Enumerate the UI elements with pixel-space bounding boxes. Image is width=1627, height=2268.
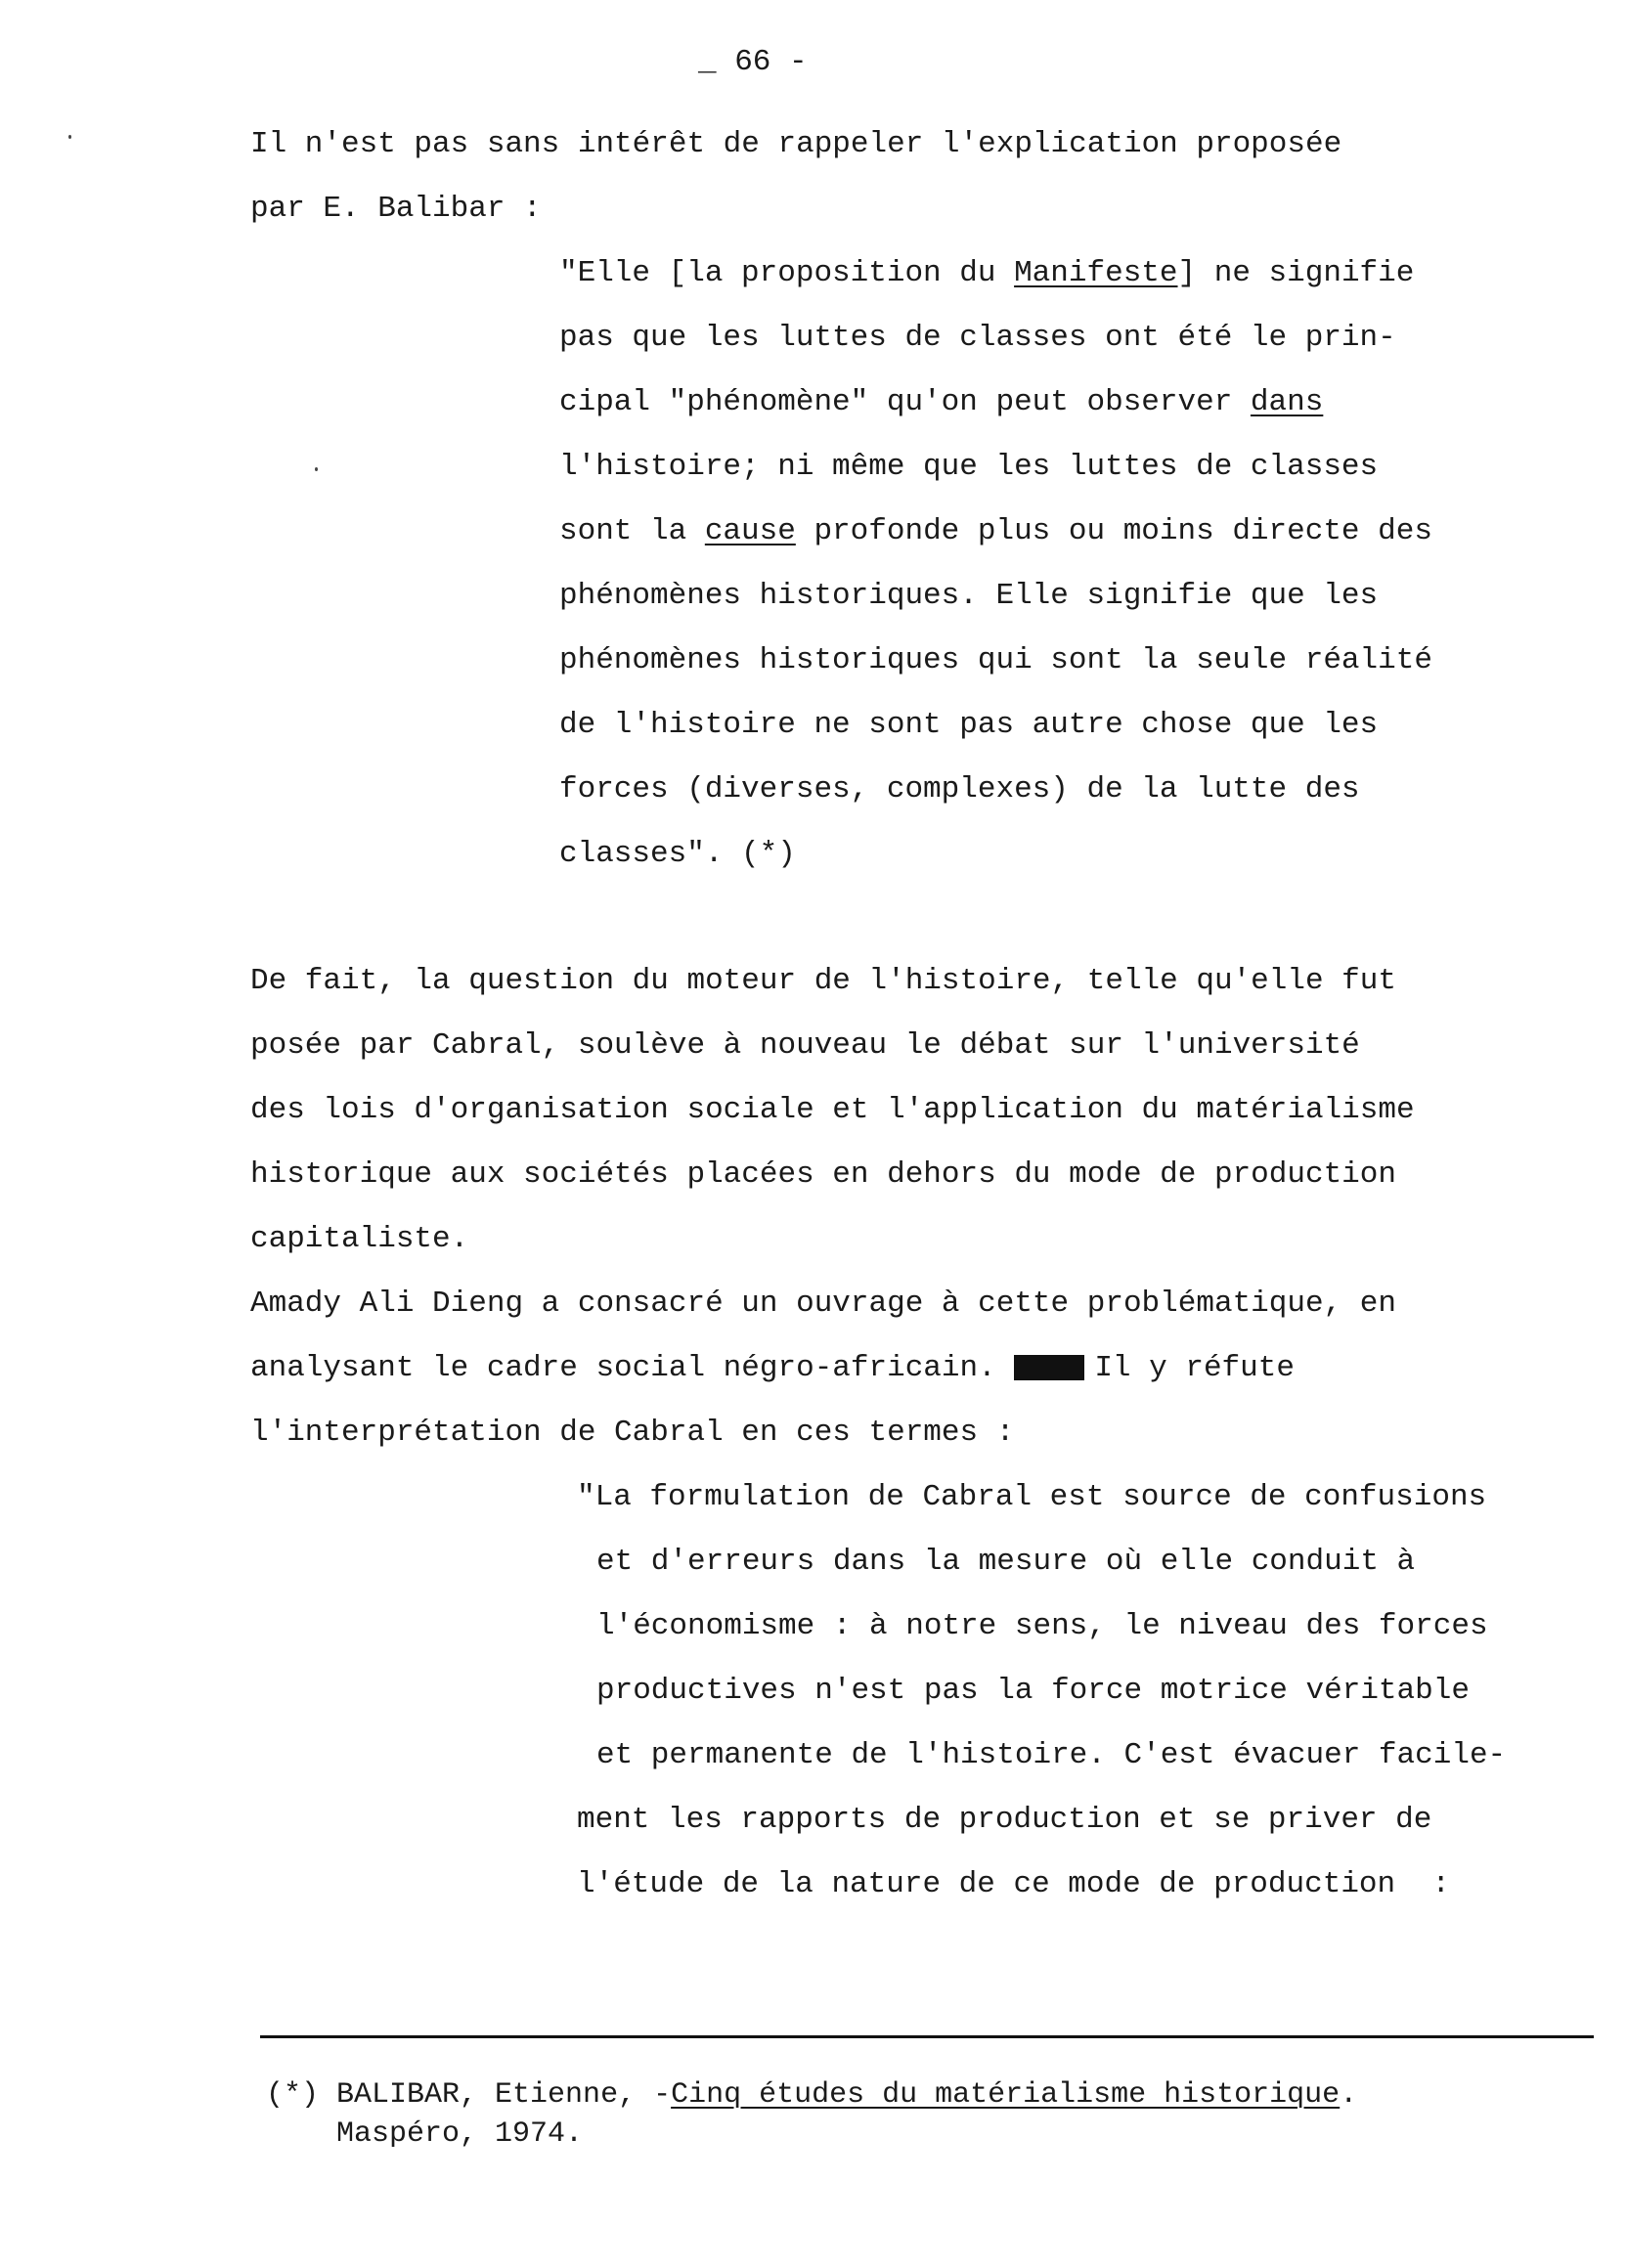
quote-line: classes". (*)	[559, 837, 796, 871]
body-text-line: l'interprétation de Cabral en ces termes :	[250, 1416, 1015, 1450]
speck	[315, 467, 318, 471]
underlined-term: dans	[1250, 385, 1324, 419]
quote-line: productives n'est pas la force motrice véritable	[596, 1674, 1470, 1708]
quote-line	[559, 516, 1432, 546]
quote-line: ment les rapports de production et se priver de	[577, 1803, 1432, 1837]
quote-line: forces (diverses, complexes) de la lutte des	[559, 772, 1360, 807]
quote-line	[559, 258, 1414, 288]
body-text-line: De fait, la question du moteur de l'histoire, telle qu'elle fut	[250, 964, 1396, 998]
quote-line: et d'erreurs dans la mesure où elle conduit à	[596, 1545, 1416, 1579]
quote-line: l'étude de la nature de ce mode de production :	[577, 1867, 1450, 1901]
footnote-book-title: Cinq études du matérialisme historique	[671, 2078, 1341, 2112]
speck	[68, 135, 71, 139]
quote-line: "La formulation de Cabral est source de confusions	[577, 1480, 1487, 1514]
page-number: _ 66 -	[698, 45, 808, 79]
underlined-term: Manifeste	[1014, 256, 1178, 290]
quote-line: phénomènes historiques. Elle signifie que les	[559, 579, 1379, 613]
body-text-line: Il n'est pas sans intérêt de rappeler l'explication proposée	[250, 127, 1342, 161]
body-text-line: posée par Cabral, soulève à nouveau le débat sur l'université	[250, 1028, 1360, 1063]
body-text-line	[250, 1353, 1295, 1383]
quote-text: cipal "phénomène" qu'on peut observer	[559, 385, 1251, 419]
quote-line: l'histoire; ni même que les luttes de classes	[559, 450, 1379, 484]
quote-line	[559, 387, 1323, 417]
footnote-text: .	[1340, 2078, 1358, 2112]
quote-text: sont la	[559, 514, 705, 548]
footnote-divider	[260, 2035, 1594, 2038]
body-text-line: par E. Balibar :	[250, 192, 542, 226]
body-text-line: Amady Ali Dieng a consacré un ouvrage à cette problématique, en	[250, 1287, 1396, 1321]
quote-line: l'économisme : à notre sens, le niveau des forces	[596, 1609, 1488, 1643]
quote-line: phénomènes historiques qui sont la seule réalité	[559, 643, 1432, 677]
quote-text: ] ne signifie	[1177, 256, 1415, 290]
body-text-line: des lois d'organisation sociale et l'application du matérialisme	[250, 1093, 1415, 1127]
body-text: Il y réfute	[1094, 1351, 1295, 1385]
quote-line: pas que les luttes de classes ont été le prin-	[559, 321, 1396, 355]
quote-text: "Elle [la proposition du	[559, 256, 1015, 290]
redaction-mark	[1014, 1355, 1084, 1380]
footnote-line	[266, 2080, 1357, 2110]
body-text-line: historique aux sociétés placées en dehors du mode de production	[250, 1157, 1396, 1192]
underlined-term: cause	[704, 514, 796, 548]
footnote-author: BALIBAR, Etienne, -	[319, 2078, 672, 2112]
footnote-marker: (*)	[266, 2078, 320, 2112]
footnote-line: Maspéro, 1974.	[336, 2117, 584, 2151]
quote-line: de l'histoire ne sont pas autre chose que les	[559, 708, 1379, 742]
quote-text: profonde plus ou moins directe des	[795, 514, 1432, 548]
body-text: analysant le cadre social négro-africain.	[250, 1351, 1015, 1385]
body-text-line: capitaliste.	[250, 1222, 469, 1256]
quote-line: et permanente de l'histoire. C'est évacuer facile-	[596, 1738, 1507, 1772]
